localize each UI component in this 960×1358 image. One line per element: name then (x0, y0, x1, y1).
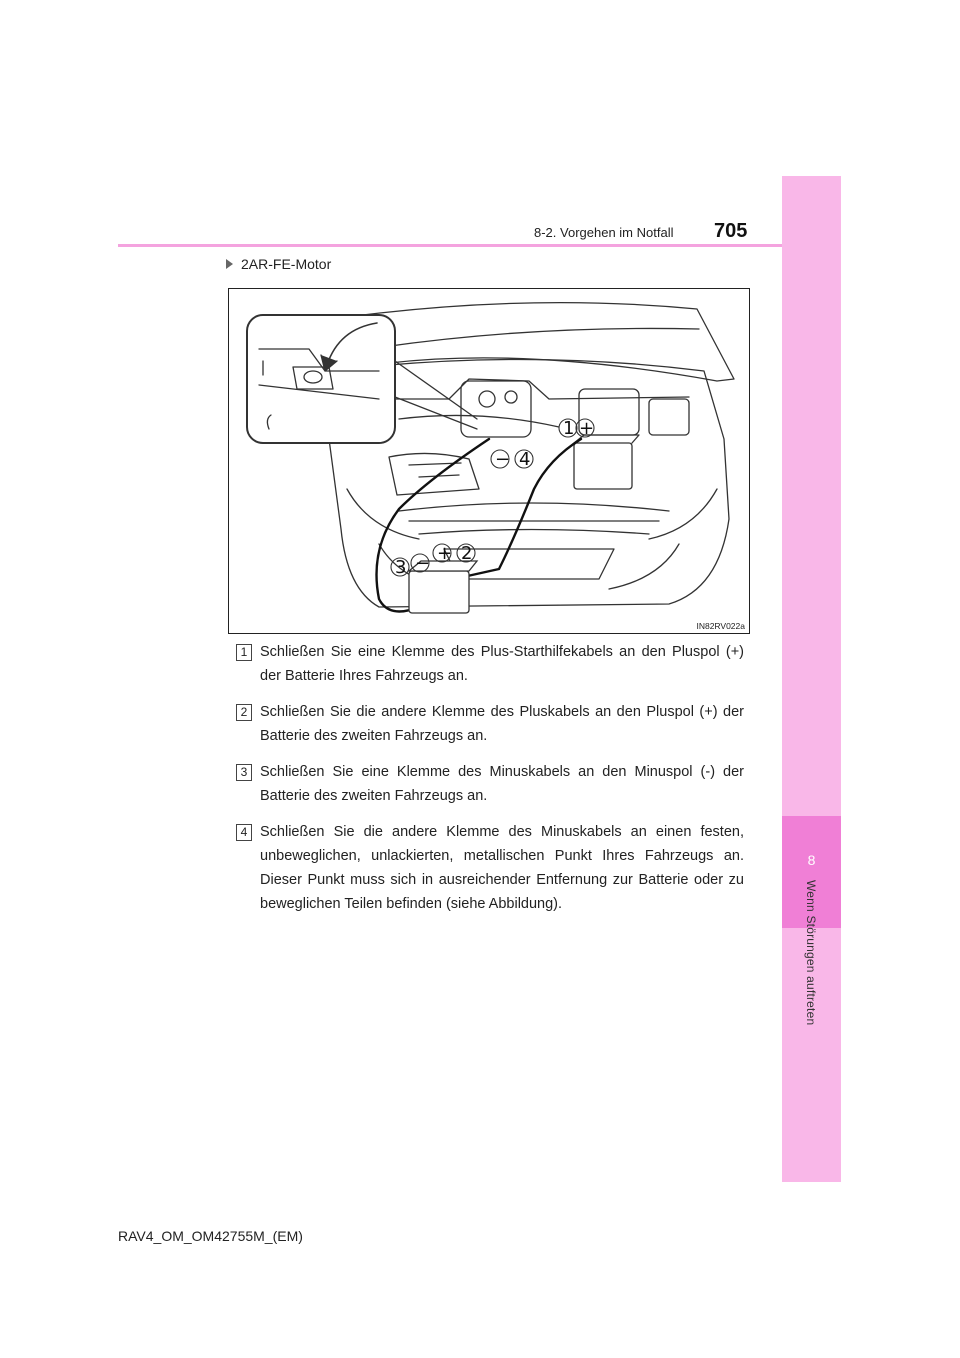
step-text: Schließen Sie die andere Klemme des Minuskabels an einen festen, unbeweglichen, unlackierten, metallischen Punkt Ihres Fahrzeugs an. Dieser Punkt muss sich in ausreichender Entfernung zur Batterie oder zu beweglichen Teilen befinden (siehe Abbildung). (260, 824, 744, 912)
chapter-number: 8 (807, 852, 816, 868)
figure-code: IN82RV022a (696, 621, 745, 631)
second-battery (409, 571, 469, 613)
triangle-bullet-icon (226, 259, 233, 269)
section-title: 8-2. Vorgehen im Notfall (534, 225, 674, 240)
callout-4: 4 (519, 449, 531, 470)
callout-1: 1 (563, 418, 575, 439)
header-rule (118, 244, 782, 247)
callout-plus-1-symbol: + (579, 418, 595, 439)
side-tab-upper (782, 176, 841, 816)
step-text: Schließen Sie eine Klemme des Plus-Starthilfekabels an den Pluspol (+) der Batterie Ihres Fahrzeugs an. (260, 644, 744, 684)
step-item (236, 640, 744, 688)
step-number-badge: 1 (236, 644, 252, 661)
steps-list (236, 640, 744, 928)
own-battery (574, 443, 632, 489)
step-number-badge: 4 (236, 824, 252, 841)
sub-heading-text: 2AR-FE-Motor (241, 256, 332, 272)
step-number-badge: 2 (236, 704, 252, 721)
step-item (236, 700, 744, 748)
callout-plus-2-symbol: + (437, 543, 453, 564)
page-number: 705 (714, 220, 748, 242)
hood-outline (347, 303, 734, 381)
callout-2: 2 (461, 543, 473, 564)
step-item (236, 820, 744, 916)
callout-3: 3 (395, 557, 407, 578)
step-item (236, 760, 744, 808)
document-code: RAV4_OM_OM42755M_(EM) (118, 1228, 303, 1244)
step-text: Schließen Sie die andere Klemme des Pluskabels an den Pluspol (+) der Batterie des zweiten Fahrzeugs an. (260, 704, 744, 744)
step-text: Schließen Sie eine Klemme des Minuskabels an den Minuspol (-) der Batterie des zweiten Fahrzeugs an. (260, 764, 744, 804)
step-number-badge: 3 (236, 764, 252, 781)
engine-illustration (229, 289, 749, 633)
sub-heading (226, 256, 331, 272)
callout-minus-3-symbol: − (415, 553, 431, 574)
engine-jump-start-figure (228, 288, 750, 634)
chapter-title: Wenn Störungen auftreten (804, 880, 818, 1026)
callout-minus-4-symbol: − (495, 449, 511, 470)
